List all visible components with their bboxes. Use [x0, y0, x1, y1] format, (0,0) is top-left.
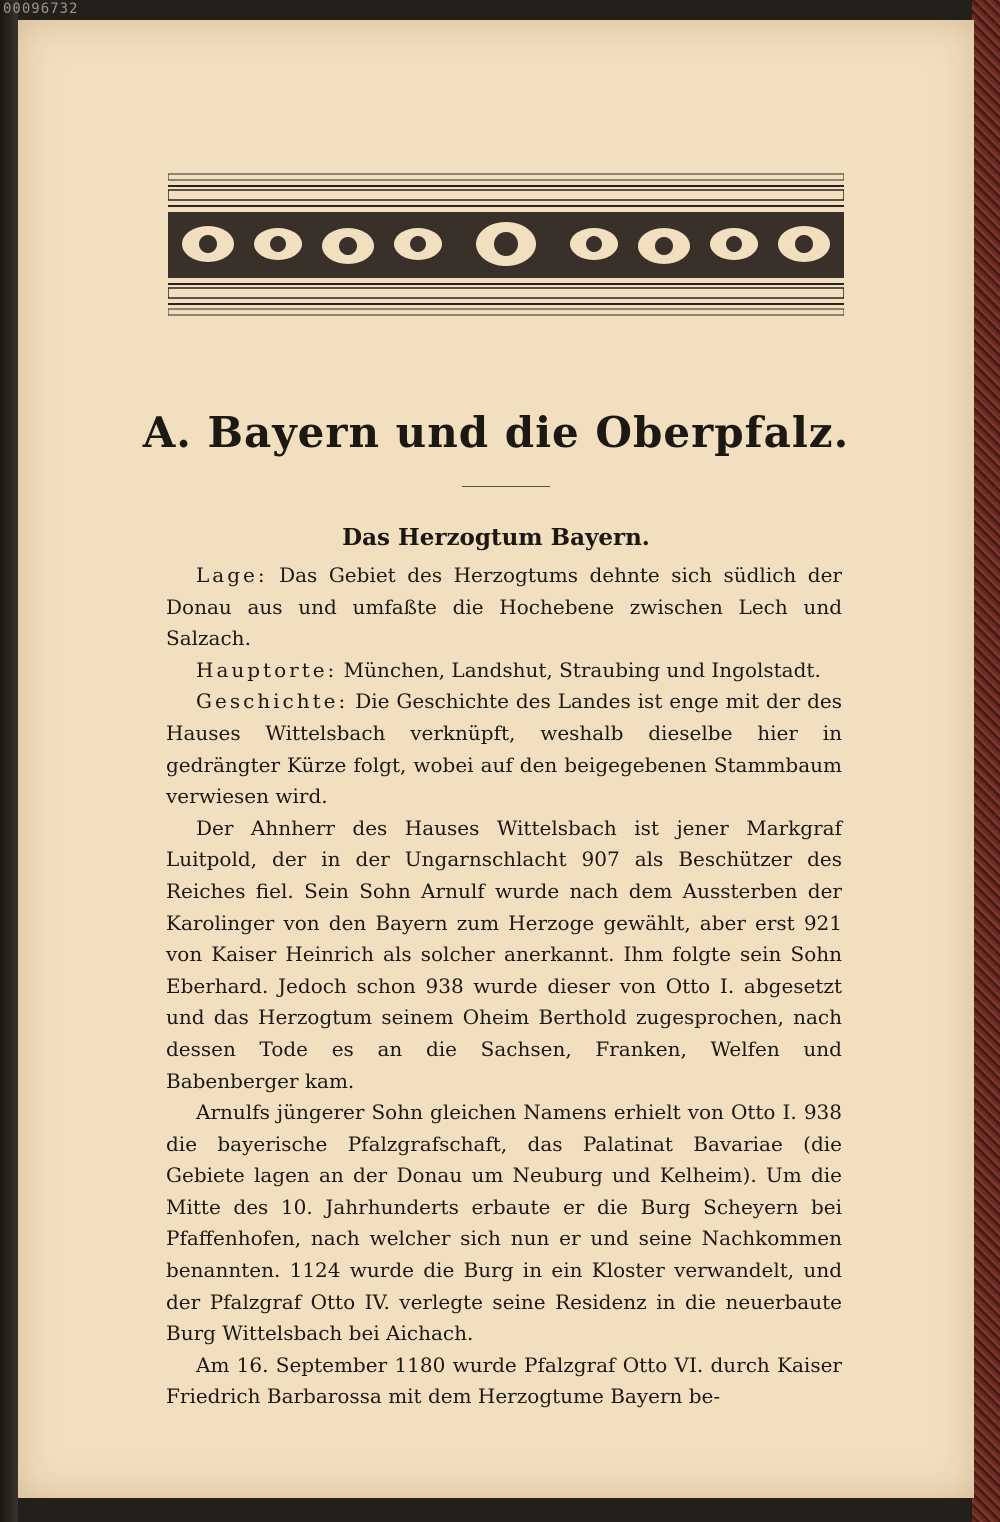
- paragraph-lead: Geschichte:: [196, 689, 349, 714]
- book-cover-left-edge: [0, 0, 18, 1522]
- book-cover-right-edge: [972, 0, 1000, 1522]
- title-divider: [462, 486, 550, 487]
- paragraph-lead: Lage:: [196, 563, 268, 587]
- ornamental-header-band: [168, 172, 844, 318]
- section-heading: Das Herzogtum Bayern.: [342, 524, 650, 551]
- book-page: [18, 20, 974, 1498]
- paragraph-text: Der Ahnherr des Hauses Wittelsbach ist jener Markgraf Luitpold, der in der Ungarnschlacht 907 als Beschützer des Reiches fiel. Sein Sohn Arnulf wurde nach dem Aussterben der Karolinger von den Bayern zum Herzoge gewählt, aber erst 921 von Kaiser Heinrich als solcher anerkannt. Ihm folgte sein Sohn Eberhard. Jedoch schon 938 wurde dieser von Otto I. abgesetzt und das Herzogtum seinem Oheim Berthold zugesprochen, nach dessen Tode es an die Sachsen, Franken, Welfen und Babenberger kam.: [166, 815, 842, 1093]
- paragraph: [166, 813, 842, 1097]
- paragraph-lead: Hauptorte:: [196, 657, 338, 682]
- paragraph: [166, 560, 842, 655]
- paragraph: [166, 1097, 842, 1350]
- paragraph-text: Die Geschichte des Landes ist enge mit der des Hauses Wittelsbach verknüpft, weshalb dieselbe hier in gedrängter Kürze folgt, wobei auf den beigegebenen Stammbaum verwiesen wird.: [166, 689, 842, 809]
- paragraph-text: Arnulfs jüngerer Sohn gleichen Namens erhielt von Otto I. 938 die bayerische Pfalzgrafschaft, das Palatinat Bavariae (die Gebiete lagen an der Donau um Neuburg und Kelheim). Um die Mitte des 10. Jahrhunderts erbaute er die Burg Scheyern bei Pfaffenhofen, nach welcher sich nun er und seine Nachkommen benannten. 1124 wurde die Burg in ein Kloster verwandelt, und der Pfalzgraf Otto IV. verlegte seine Residenz in die neuerbaute Burg Wittelsbach bei Aichach.: [166, 1100, 842, 1346]
- paragraph-text: Das Gebiet des Herzogtums dehnte sich südlich der Donau aus und umfaßte die Hochebene zwischen Lech und Salzach.: [166, 563, 842, 651]
- paragraph: [166, 686, 842, 812]
- scan-id-stamp: 00096732: [3, 1, 79, 17]
- body-text: [166, 560, 842, 1413]
- paragraph-text: Am 16. September 1180 wurde Pfalzgraf Otto VI. durch Kaiser Friedrich Barbarossa mit dem Herzogtume Bayern be-: [166, 1352, 842, 1409]
- paragraph: [166, 1350, 842, 1413]
- paragraph: [166, 655, 842, 687]
- chapter-title: A. Bayern und die Oberpfalz.: [142, 408, 850, 457]
- paragraph-text: München, Landshut, Straubing und Ingolstadt.: [337, 657, 821, 682]
